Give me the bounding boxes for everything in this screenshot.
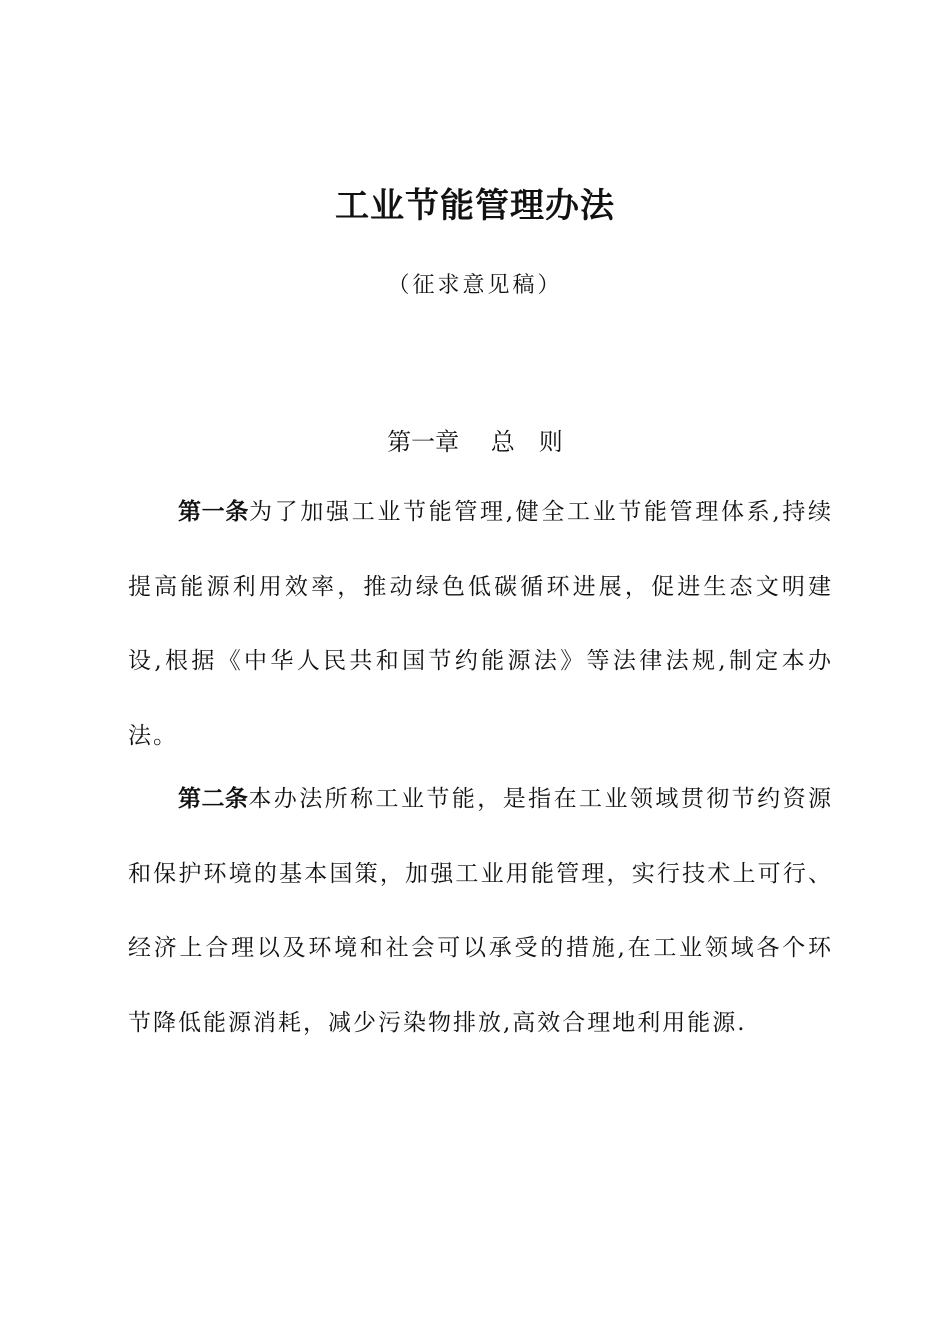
- chapter-heading: 第一章 总 则: [387, 428, 563, 456]
- article-label: 第一条: [178, 499, 250, 525]
- article-text: 本办法所称工业节能，是指在工业领域贯彻节约资源和保护环境的基本国策，加强工业用能管理，实行技术上可行、经济上合理以及环境和社会可以承受的措施,在工业领域各个环节降低能源消耗，减少污染物排放,高效合理地利用能源.: [128, 786, 834, 1036]
- article-label: 第二条: [178, 786, 249, 812]
- document-title: 工业节能管理办法: [335, 186, 615, 226]
- document-subtitle: （征求意见稿）: [387, 273, 563, 298]
- article-paragraph: [128, 475, 833, 773]
- article-text: 为了加强工业节能管理,健全工业节能管理体系,持续提高能源利用效率，推动绿色低碳循环进展，促进生态文明建设,根据《中华人民共和国节约能源法》等法律法规,制定本办法。: [128, 499, 834, 749]
- article-paragraph: [128, 762, 833, 1060]
